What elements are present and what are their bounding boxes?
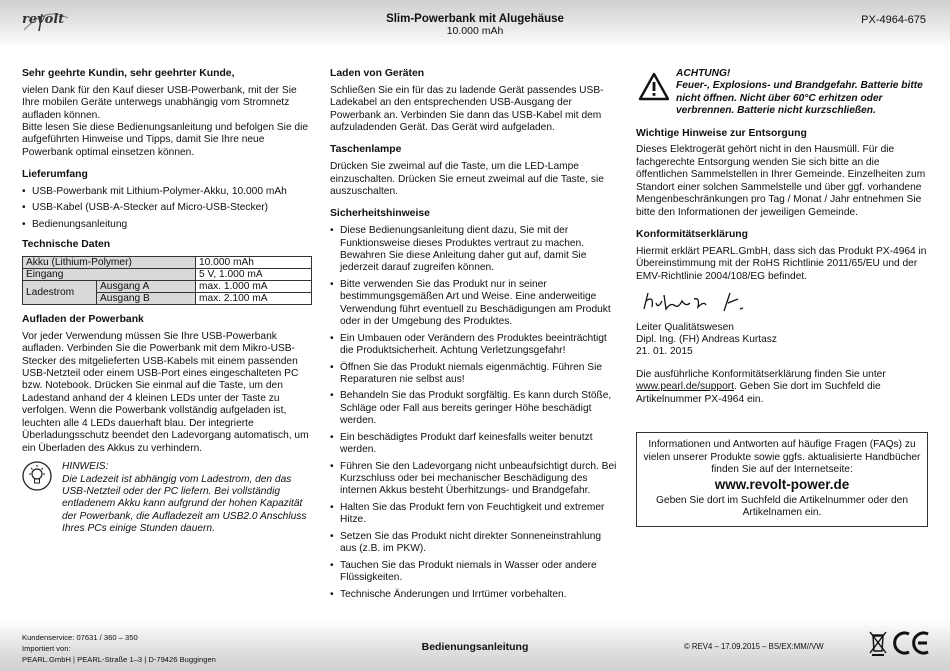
table-row bbox=[23, 257, 312, 269]
page-subtitle: 10.000 mAh bbox=[446, 25, 504, 37]
warning-title: ACHTUNG! bbox=[676, 68, 731, 79]
revision: © REV4 – 17.09.2015 – BS/EX:MM//VW bbox=[684, 642, 824, 651]
safety-list bbox=[330, 225, 620, 601]
charge-heading: Aufladen der Powerbank bbox=[22, 314, 144, 325]
specs-table bbox=[22, 256, 312, 305]
greeting: Sehr geehrte Kundin, sehr geehrter Kunde, bbox=[22, 68, 235, 79]
table-row bbox=[23, 269, 312, 281]
sign-date: 21. 01. 2015 bbox=[636, 346, 693, 358]
spec-value: 5 V, 1.000 mA bbox=[196, 269, 312, 281]
crossed-bin-icon bbox=[868, 630, 888, 656]
website-link[interactable]: www.revolt-power.de bbox=[714, 477, 850, 493]
page-title: Slim-Powerbank mit Alugehäuse bbox=[386, 13, 564, 25]
list-item: • Setzen Sie das Produkt nicht direkter Sonneneinstrahlung aus (z.B. im PKW). bbox=[330, 531, 620, 556]
list-item: • Führen Sie den Ladevorgang nicht unbeaufsichtigt durch. Bei Kurzschluss oder bei mechanischer Beschädigung des internen Akkus besteht Überhitzungs- und Brandgefahr. bbox=[330, 461, 620, 498]
list-item: • USB-Kabel (USB-A-Stecker auf Micro-USB-Stecker) bbox=[22, 202, 312, 214]
spec-label: Akku (Lithium-Polymer) bbox=[23, 257, 196, 269]
list-item: • Bedienungsanleitung bbox=[22, 219, 312, 231]
article-number: PX-4964-675 bbox=[861, 14, 926, 26]
page-footer bbox=[0, 620, 950, 671]
list-item: • Behandeln Sie das Produkt sorgfältig. Es kann durch Stöße, Schläge oder Fall aus bereits geringer Höhe beschädigt werden. bbox=[330, 390, 620, 427]
spec-sublabel: Ausgang B bbox=[97, 293, 196, 305]
lamp-paragraph: Drücken Sie zweimal auf die Taste, um die LED-Lampe einzuschalten. Drücken Sie erneut zweimal auf die Taste, sie auszuschalten. bbox=[330, 161, 604, 197]
spec-value: 10.000 mAh bbox=[196, 257, 312, 269]
intro-paragraph-1: vielen Dank für den Kauf dieser USB-Powerbank, mit der Sie Ihre mobilen Geräte unterwegs unabhängig vom Stromnetz aufladen können. bbox=[22, 84, 297, 121]
scope-list bbox=[22, 186, 312, 231]
list-item: • Ein beschädigtes Produkt darf keinesfalls weiter benutzt werden. bbox=[330, 432, 620, 457]
devices-paragraph: Schließen Sie ein für das zu ladende Gerät passendes USB-Ladekabel an den entsprechenden USB-Ausgang der Powerbank an. Verbinden Sie dann das USB-Kabel mit dem aufzuladenden Gerät. Das Gerät wird aufgeladen. bbox=[330, 84, 604, 133]
list-item: • Halten Sie das Produkt fern von Feuchtigkeit und extremer Hitze. bbox=[330, 502, 620, 527]
info-box-text: Informationen und Antworten auf häufige Fragen (FAQs) zu vielen unserer Produkte sowie ggfs. aktualisierte Handbücher finden Sie auf der Internetseite: bbox=[643, 439, 921, 475]
support-link[interactable]: www.pearl.de/support bbox=[636, 381, 734, 393]
doc-type: Bedienungsanleitung bbox=[421, 641, 529, 653]
signer-role: Leiter Qualitätswesen bbox=[636, 321, 734, 333]
warning-text: Feuer-, Explosions- und Brandgefahr. Batterie bitte nicht öffnen. Nicht über 60°C erhitzen oder verbrennen. Batterie nicht kurzschließen. bbox=[676, 80, 923, 117]
ce-mark-icon bbox=[893, 631, 931, 655]
column-1 bbox=[22, 68, 312, 536]
info-box bbox=[636, 432, 928, 527]
page-header bbox=[0, 0, 950, 48]
safety-heading: Sicherheitshinweise bbox=[330, 208, 430, 220]
spec-value: max. 1.000 mA bbox=[196, 281, 312, 293]
intro-paragraph-2: Bitte lesen Sie diese Bedienungsanleitung und befolgen Sie die aufgeführten Hinweise und Tipps, damit Sie Ihre neue Powerbank optimal einsetzen können. bbox=[22, 122, 309, 158]
full-declaration bbox=[636, 369, 928, 406]
table-row bbox=[23, 281, 312, 293]
lightbulb-icon bbox=[22, 461, 52, 491]
column-2 bbox=[330, 68, 620, 605]
list-item: • Ein Umbauen oder Verändern des Produktes beeinträchtigt die Produktsicherheit. Achtung Verletzungsgefahr! bbox=[330, 333, 620, 358]
list-item: • Diese Bedienungsanleitung dient dazu, Sie mit der Funktionsweise dieses Produktes vertraut zu machen. Bewahren Sie diese Anleitung daher gut auf, damit Sie jederzeit darauf zugreifen können. bbox=[330, 225, 620, 275]
devices-heading: Laden von Geräten bbox=[330, 68, 425, 79]
list-item: • Öffnen Sie das Produkt niemals eigenmächtig. Führen Sie Reparaturen nie selbst aus! bbox=[330, 362, 620, 387]
hint-text: Die Ladezeit ist abhängig vom Ladestrom, den das USB-Netzteil oder der PC liefern. Bei vollständig entladenem Akku kann aufgrund der hohen Kapazität der Powerbank, die Aufladezeit am USB2.0 Anschluss Ihres PCs einige Stunden dauern. bbox=[62, 473, 307, 535]
list-item: • Bitte verwenden Sie das Produkt nur in seiner bestimmungsgemäßen Art und Weise. Eine anderweitige Verwendung führt eventuell zu Beschädigungen am Produkt oder in der Umgebung des Produktes. bbox=[330, 279, 620, 329]
scope-heading: Lieferumfang bbox=[22, 169, 88, 181]
hint-title: HINWEIS: bbox=[62, 461, 109, 473]
spec-sublabel: Ausgang A bbox=[97, 281, 196, 293]
disposal-paragraph: Dieses Elektrogerät gehört nicht in den Hausmüll. Für die fachgerechte Entsorgung wenden Sie sich bitte an die öffentlichen Sammelstellen in Ihrer Gemeinde. Einzelheiten zum Standort einer solchen Sammelstelle und über ggf. vorhandene Mengenbeschränkungen pro Tag / Monat / Jahr entnehmen Sie bitte den Informationen der jeweiligen Gemeinde. bbox=[636, 144, 926, 218]
hint-box bbox=[22, 461, 312, 536]
signature bbox=[640, 289, 780, 315]
full-decl-pre: Die ausführliche Konformitätserklärung finden Sie unter bbox=[636, 368, 886, 380]
charge-paragraph: Vor jeder Verwendung müssen Sie Ihre USB-Powerbank aufladen. Verbinden Sie die Powerbank mit dem Mikro-USB-Stecker des mitgelieferten USB-Kabels mit einem passenden USB-Netzteil oder einem USB-Port eines eingeschalteten PC bzw. Notebook. Drücken Sie einmal auf die Taste, um den Ladestand anhand der 4 kleinen LEDs unter der Taste zu verfolgen. Wenn die Powerbank vollständig aufgeladen ist, leuchten alle 4 LEDs dauerhaft blau. Der integrierte Überladungsschutz beendet den Ladevorgang automatisch, um ein Überladen des Akkus zu verhindern. bbox=[22, 330, 309, 454]
list-item: • Technische Änderungen und Irrtümer vorbehalten. bbox=[330, 589, 620, 601]
warning-box bbox=[636, 68, 928, 118]
column-3 bbox=[636, 68, 928, 527]
signer-name: Dipl. Ing. (FH) Andreas Kurtasz bbox=[636, 333, 777, 345]
conformity-heading: Konformitätserklärung bbox=[636, 229, 749, 241]
list-item: • USB-Powerbank mit Lithium-Polymer-Akku, 10.000 mAh bbox=[22, 186, 312, 198]
logo-text: revolt bbox=[22, 12, 65, 27]
lamp-heading: Taschenlampe bbox=[330, 144, 402, 156]
info-box-footer: Geben Sie dort im Suchfeld die Artikelnummer oder den Artikelnamen ein. bbox=[656, 494, 908, 519]
importer-label: Importiert von: bbox=[22, 644, 71, 653]
specs-heading: Technische Daten bbox=[22, 239, 111, 251]
spec-label: Eingang bbox=[23, 269, 196, 281]
spec-value: max. 2.100 mA bbox=[196, 293, 312, 305]
conformity-paragraph: Hiermit erklärt PEARL.GmbH, dass sich das Produkt PX-4964 in Übereinstimmung mit der RoHS Richtlinie 2011/65/EU und der EMV-Richtlinie 2004/108/EG befindet. bbox=[636, 245, 927, 282]
list-item: • Tauchen Sie das Produkt niemals in Wasser oder andere Flüssigkeiten. bbox=[330, 560, 620, 585]
full-decl-post: . Geben Sie dort im Suchfeld die Artikelnummer PX-4964 ein. bbox=[636, 381, 881, 405]
warning-triangle-icon bbox=[638, 72, 670, 102]
disposal-heading: Wichtige Hinweise zur Entsorgung bbox=[636, 127, 807, 139]
importer: PEARL.GmbH | PEARL-Straße 1–3 | D-79426 Buggingen bbox=[22, 655, 216, 664]
customer-service: Kundenservice: 07631 / 360 – 350 bbox=[22, 633, 138, 642]
spec-label: Ladestrom bbox=[23, 281, 97, 305]
